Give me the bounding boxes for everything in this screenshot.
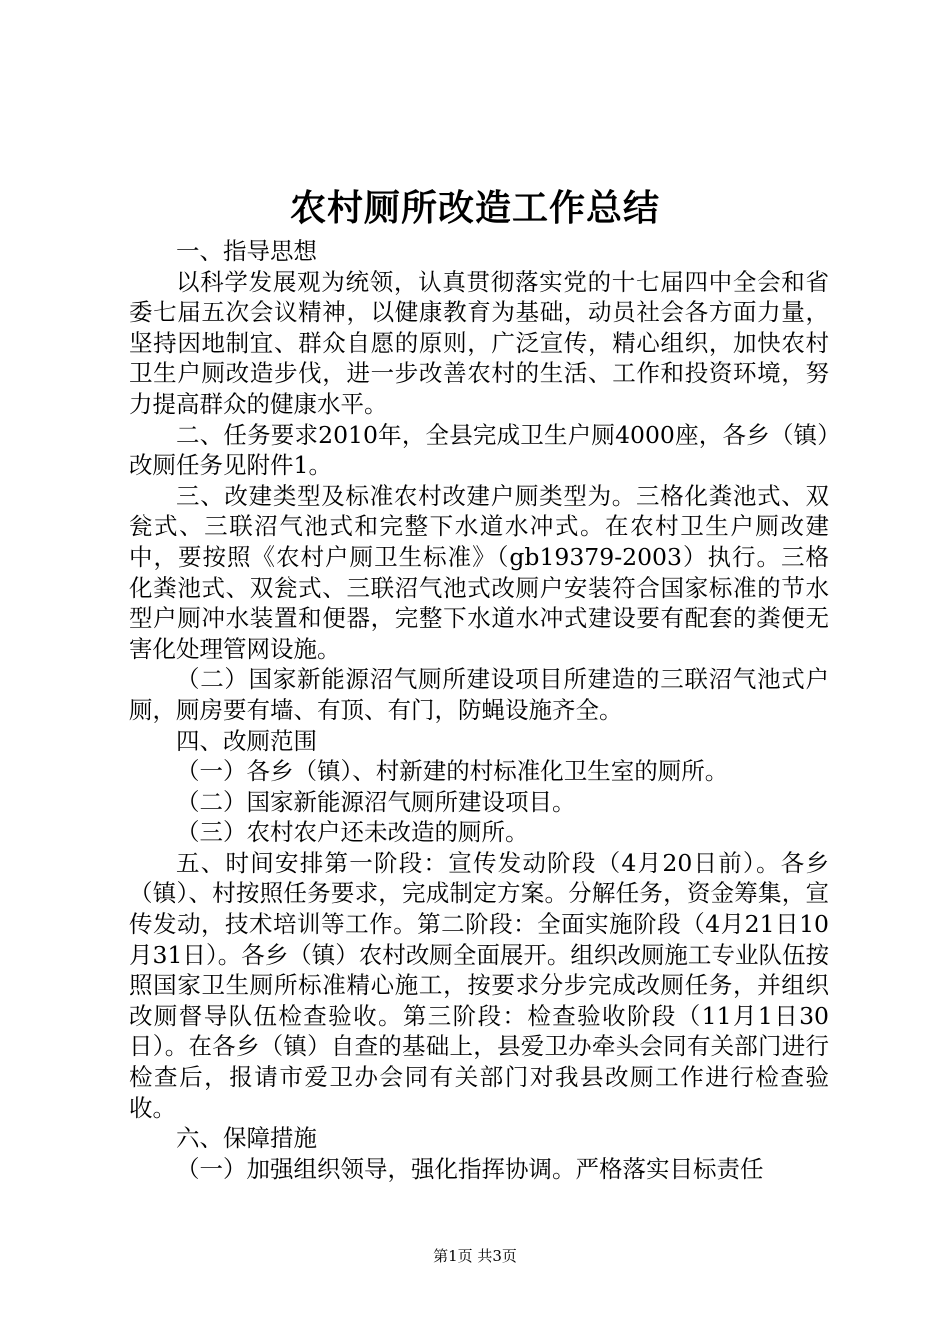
document-body (129, 236, 829, 1184)
paragraph-task-requirements: 二、任务要求2010年，全县完成卫生户厕4000座，各乡（镇）改厕任务见附件1。 (129, 420, 829, 480)
list-item-scope-1: （一）各乡（镇）、村新建的村标准化卫生室的厕所。 (176, 757, 729, 786)
paragraph-renovation-types: 三、改建类型及标准农村改建户厕类型为。三格化粪池式、双瓮式、三联沼气池式和完整下水道水冲式。在农村卫生户厕改建中，要按照《农村户厕卫生标准》（gb19379-2003）执行。三格化粪池式、双瓮式、三联沼气池式改厕户安装符合国家标准的节水型户厕冲水装置和便器，完整下水道水冲式建设要有配套的粪便无害化处理管网设施。 (129, 481, 829, 663)
list-item-scope-3: （三）农村农户还未改造的厕所。 (176, 818, 529, 847)
section-heading-scope: 四、改厕范围 (176, 726, 317, 755)
section-heading-safeguards: 六、保障措施 (176, 1124, 317, 1153)
section-heading-guiding-thought: 一、指导思想 (176, 237, 317, 265)
list-item-scope-2: （二）国家新能源沼气厕所建设项目。 (176, 787, 576, 816)
page-footer: 第1页 共3页 (433, 1247, 517, 1265)
paragraph-schedule: 五、时间安排第一阶段：宣传发动阶段（4月20日前）。各乡（镇）、村按照任务要求，完成制定方案。分解任务，资金筹集，宣传发动，技术培训等工作。第二阶段：全面实施阶段（4月21日10月31日）。各乡（镇）农村改厕全面展开。组织改厕施工专业队伍按照国家卫生厕所标准精心施工，按要求分步完成改厕任务，并组织改厕督导队伍检查验收。第三阶段：检查验收阶段（11月1日30日）。在各乡（镇）自查的基础上，县爱卫办牵头会同有关部门进行检查后，报请市爱卫办会同有关部门对我县改厕工作进行检查验收。 (129, 848, 829, 1122)
document-title: 农村厕所改造工作总结 (289, 187, 660, 229)
paragraph-biogas-project: （二）国家新能源沼气厕所建设项目所建造的三联沼气池式户厕，厕房要有墙、有顶、有门，防蝇设施齐全。 (129, 665, 829, 724)
paragraph-guiding-thought: 以科学发展观为统领，认真贯彻落实党的十七届四中全会和省委七届五次会议精神，以健康教育为基础，动员社会各方面力量，坚持因地制宜、群众自愿的原则，广泛宣传，精心组织，加快农村卫生户厕改造步伐，进一步改善农村的生活、工作和投资环境，努力提高群众的健康水平。 (129, 267, 829, 418)
paragraph-safeguard-1: （一）加强组织领导，强化指挥协调。严格落实目标责任 (176, 1154, 764, 1183)
